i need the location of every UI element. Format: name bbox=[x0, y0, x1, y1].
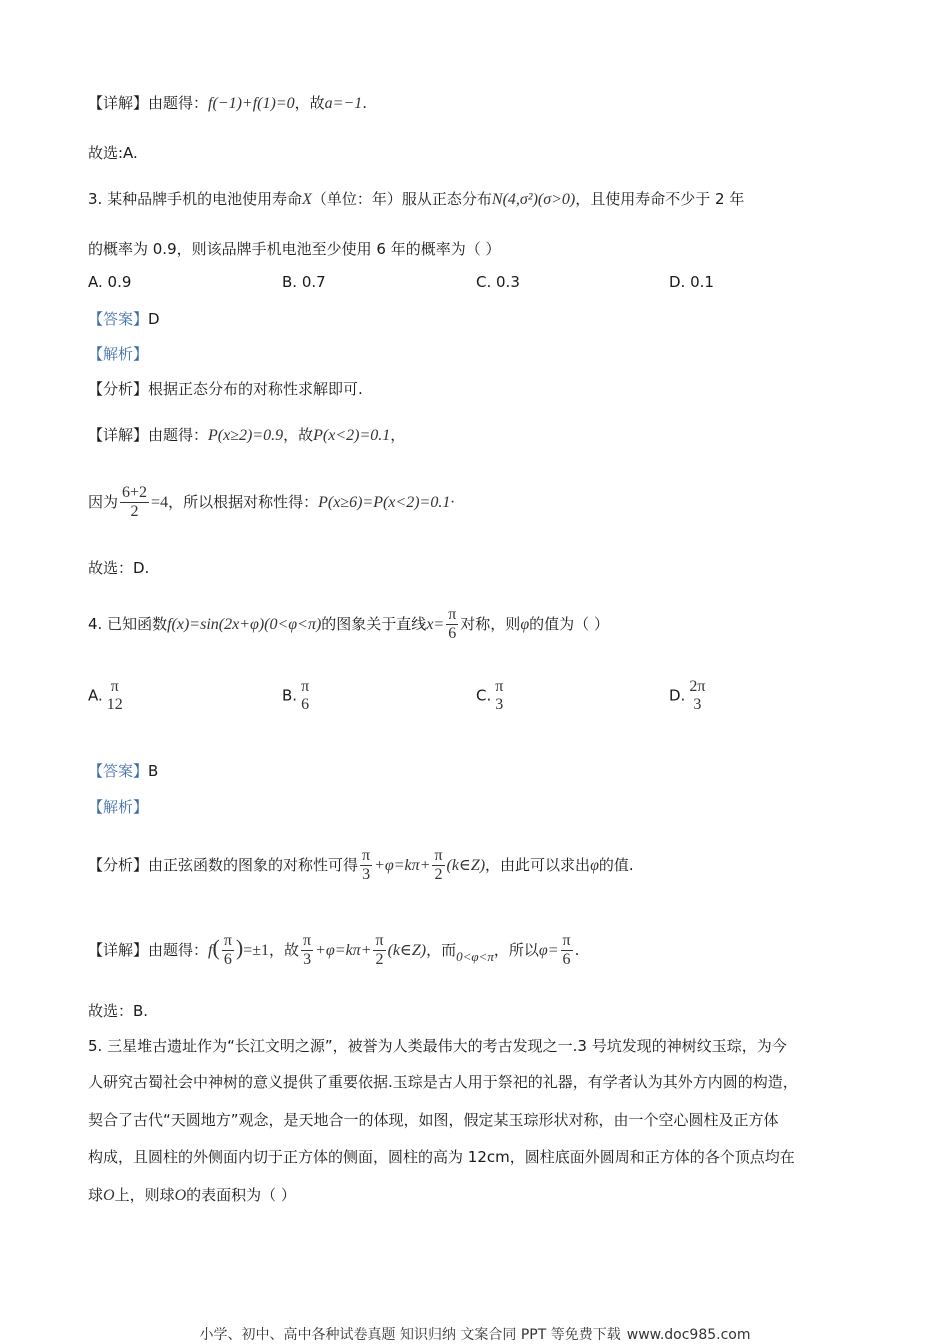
math-variable: f bbox=[208, 942, 213, 959]
footer-text: 小学、初中、高中各种试卷真题 知识归纳 文案合同 PPT 等免费下载 bbox=[199, 1327, 621, 1343]
numerator: π bbox=[301, 678, 310, 695]
option-label: B. bbox=[282, 686, 298, 705]
math-variable: O bbox=[103, 1187, 115, 1204]
math-variable: X bbox=[302, 191, 312, 208]
option-label: C. bbox=[476, 686, 492, 705]
fraction bbox=[561, 932, 573, 969]
math-expression: φ= bbox=[538, 942, 559, 959]
fraction bbox=[299, 678, 311, 714]
q3-option-c: C. 0.3 bbox=[476, 273, 520, 291]
fraction bbox=[493, 678, 505, 714]
text: 3. 某种品牌手机的电池使用寿命 bbox=[88, 190, 303, 208]
denominator: 3 bbox=[360, 865, 372, 884]
numerator: π bbox=[495, 678, 504, 695]
math-expression: a=−1 bbox=[324, 95, 363, 112]
q4-analysis-label: 【解析】 bbox=[88, 798, 149, 816]
denominator: 3 bbox=[301, 950, 313, 969]
q5-line2: 人研究古蜀社会中神树的意义提供了重要依据.玉琮是古人用于祭祀的礼器，有学者认为其外方内圆的构造， bbox=[88, 1073, 798, 1091]
denominator: 2 bbox=[373, 950, 385, 969]
q4-choice: 故选：B. bbox=[88, 1002, 149, 1020]
paren-open: ( bbox=[212, 935, 220, 960]
q3-answer bbox=[88, 308, 160, 330]
text: 因为 bbox=[88, 493, 119, 511]
denominator: 2 bbox=[120, 502, 149, 521]
numerator: 2π bbox=[689, 678, 706, 695]
math-expression: f(x)=sin(2x+φ)(0<φ<π) bbox=[167, 616, 322, 633]
numerator: 6+2 bbox=[122, 484, 148, 501]
answer-value: B bbox=[148, 762, 159, 780]
q3-option-b: B. 0.7 bbox=[282, 273, 326, 291]
q3-stem-line1 bbox=[88, 188, 744, 211]
q3-option-a: A. 0.9 bbox=[88, 273, 132, 291]
q3-analysis-label: 【解析】 bbox=[88, 345, 149, 363]
text: 由正弦函数的图象的对称性可得 bbox=[148, 856, 359, 874]
denominator: 3 bbox=[495, 696, 504, 713]
fenxi-label: 【分析】 bbox=[88, 380, 149, 398]
text: 由题得： bbox=[148, 941, 209, 959]
q5-line3: 契合了古代“天圆地方”观念，是天地合一的体现，如图，假定某玉琮形状对称，由一个空心圆柱及正方体 bbox=[88, 1111, 779, 1129]
option-label: D. bbox=[669, 686, 686, 705]
q4-option-b bbox=[282, 678, 313, 714]
q5-line4: 构成，且圆柱的外侧面内切于正方体的侧面，圆柱的高为 12cm，圆柱底面外圆周和正方体的各个顶点均在 bbox=[88, 1148, 795, 1166]
answer-label: 【答案】 bbox=[88, 310, 149, 328]
text: 4. 已知函数 bbox=[88, 615, 168, 633]
math-expression: P(x≥2)=0.9 bbox=[208, 427, 284, 444]
math-expression: 0<φ<π bbox=[456, 949, 494, 964]
q4-option-c bbox=[476, 678, 507, 714]
text: ，故 bbox=[294, 94, 325, 112]
text: ，而 bbox=[426, 941, 457, 959]
math-expression: (k∈Z) bbox=[387, 942, 427, 959]
text: （单位：年）服从正态分布 bbox=[311, 190, 492, 208]
q4-answer bbox=[88, 760, 158, 782]
denominator: 3 bbox=[693, 696, 702, 713]
math-expression: P(x≥6)=P(x<2)=0.1· bbox=[318, 494, 455, 511]
text: 由题得： bbox=[148, 426, 209, 444]
fraction bbox=[446, 606, 458, 643]
math-expression: +φ=kπ+ bbox=[374, 857, 431, 874]
math-expression: =4 bbox=[151, 494, 169, 511]
option-label: A. bbox=[88, 686, 103, 705]
text: ，所以根据对称性得： bbox=[168, 493, 319, 511]
q2-choice: 故选:A. bbox=[88, 144, 138, 162]
text: 的值为（ ） bbox=[529, 615, 609, 633]
text: 根据正态分布的对称性求解即可. bbox=[148, 380, 363, 398]
q4-detail bbox=[88, 926, 579, 979]
math-expression: (k∈Z) bbox=[446, 857, 486, 874]
fraction bbox=[120, 484, 149, 521]
fraction bbox=[687, 678, 707, 714]
numerator: π bbox=[362, 847, 371, 864]
detail-label: 【详解】 bbox=[88, 426, 149, 444]
numerator: π bbox=[434, 847, 443, 864]
fraction bbox=[432, 847, 444, 884]
detail-label: 【详解】由题得： bbox=[88, 94, 209, 112]
detail-label: 【详解】 bbox=[88, 941, 149, 959]
text: 对称，则 bbox=[460, 615, 521, 633]
page-footer bbox=[0, 1324, 950, 1344]
text: 的图象关于直线 bbox=[321, 615, 427, 633]
q5-line1: 5. 三星堆古遗址作为“长江文明之源”，被誉为人类最伟大的考古发现之一.3 号坑发现的神树纹玉琮，为今 bbox=[88, 1037, 787, 1055]
text: 的值. bbox=[598, 856, 634, 874]
numerator: π bbox=[303, 932, 312, 949]
text: . bbox=[362, 94, 367, 112]
q3-option-d: D. 0.1 bbox=[669, 273, 714, 291]
denominator: 12 bbox=[106, 696, 123, 713]
text: 的表面积为（ ） bbox=[186, 1186, 296, 1204]
numerator: π bbox=[562, 932, 571, 949]
numerator: π bbox=[448, 606, 457, 623]
numerator: π bbox=[375, 932, 384, 949]
math-expression: P(x<2)=0.1 bbox=[313, 427, 391, 444]
text: ，所以 bbox=[493, 941, 539, 959]
fraction bbox=[105, 678, 125, 714]
text: 上，则球 bbox=[114, 1186, 175, 1204]
q4-fenxi bbox=[88, 843, 634, 888]
q3-fenxi bbox=[88, 378, 363, 400]
math-expression: =±1 bbox=[243, 942, 270, 959]
denominator: 6 bbox=[561, 950, 573, 969]
denominator: 6 bbox=[222, 950, 234, 969]
q5-line5 bbox=[88, 1184, 296, 1207]
q2-detail-line bbox=[88, 92, 367, 115]
denominator: 6 bbox=[301, 696, 310, 713]
math-expression: f(−1)+f(1)=0 bbox=[208, 95, 295, 112]
text: ，故 bbox=[283, 426, 314, 444]
text: ，由此可以求出 bbox=[485, 856, 591, 874]
text: ，故 bbox=[269, 941, 300, 959]
math-expression: x= bbox=[426, 616, 445, 633]
math-expression: N(4,σ²)(σ>0) bbox=[491, 191, 576, 208]
q4-option-d bbox=[669, 678, 709, 714]
q3-stem-line2: 的概率为 0.9，则该品牌手机电池至少使用 6 年的概率为（ ） bbox=[88, 240, 501, 258]
q4-option-a bbox=[88, 678, 127, 714]
math-variable: φ bbox=[590, 857, 599, 874]
paren-close: ) bbox=[235, 935, 244, 960]
answer-value: D bbox=[148, 310, 160, 328]
q3-detail-line2 bbox=[88, 482, 454, 523]
answer-label: 【答案】 bbox=[88, 762, 149, 780]
denominator: 6 bbox=[446, 624, 458, 643]
fraction bbox=[222, 932, 234, 969]
text: 球 bbox=[88, 1186, 104, 1204]
numerator: π bbox=[223, 932, 232, 949]
text: . bbox=[574, 941, 580, 959]
numerator: π bbox=[110, 678, 119, 695]
text: ，且使用寿命不少于 2 年 bbox=[575, 190, 745, 208]
text: ， bbox=[390, 426, 406, 444]
q4-stem bbox=[88, 604, 609, 645]
denominator: 2 bbox=[432, 865, 444, 884]
fraction bbox=[373, 932, 385, 969]
fraction bbox=[360, 847, 372, 884]
footer-link[interactable]: www.doc985.com bbox=[626, 1327, 751, 1343]
q3-detail-line1 bbox=[88, 424, 405, 447]
fraction bbox=[301, 932, 313, 969]
math-variable: φ bbox=[520, 616, 530, 633]
fenxi-label: 【分析】 bbox=[88, 856, 149, 874]
q3-choice: 故选：D. bbox=[88, 559, 150, 577]
math-expression: +φ=kπ+ bbox=[315, 942, 372, 959]
math-variable: O bbox=[174, 1187, 187, 1204]
